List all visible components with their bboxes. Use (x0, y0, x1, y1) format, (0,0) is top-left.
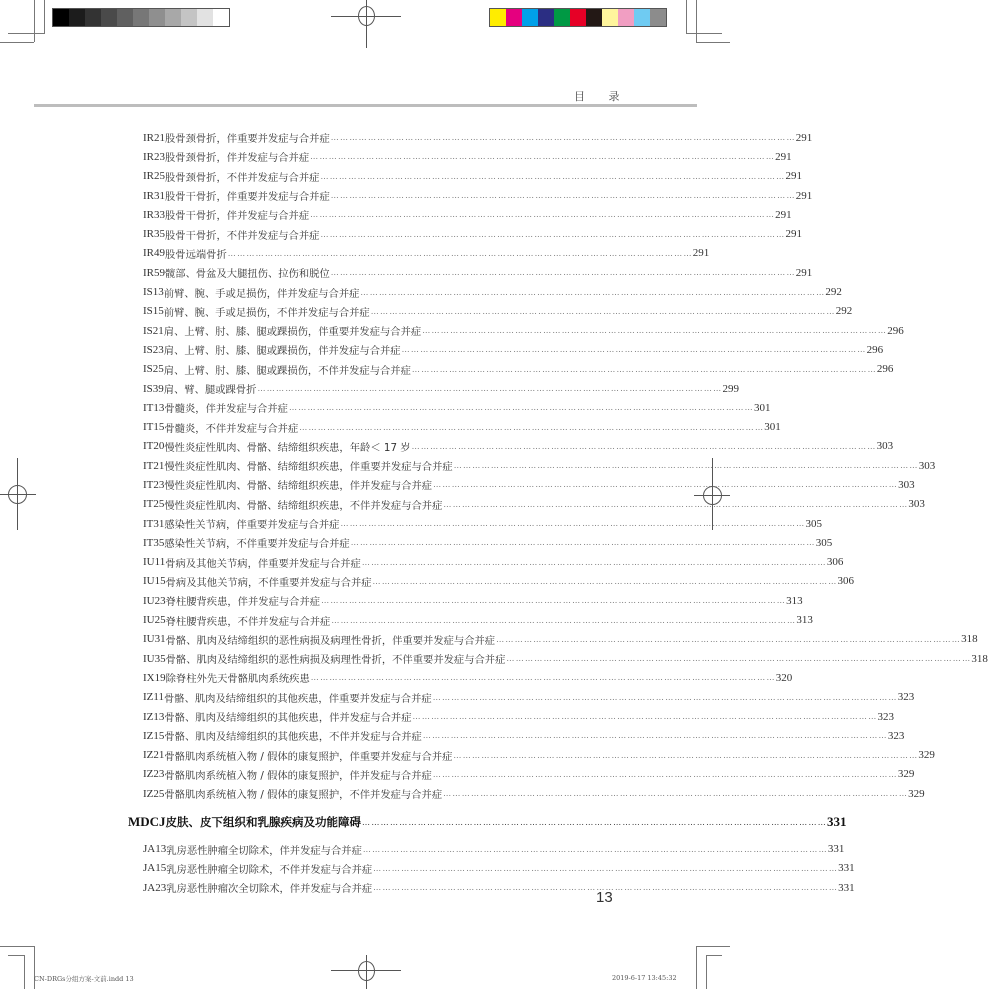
toc-entry-page: 291 (795, 266, 813, 279)
toc-entry-page: 306 (837, 575, 855, 588)
toc-entry[interactable] (110, 456, 936, 475)
toc-entry-code: JA13 (143, 843, 167, 856)
toc-entry-title (164, 323, 887, 338)
toc-entry[interactable] (110, 859, 855, 878)
toc-entry-title-text: 乳房恶性肿瘤全切除术，不伴并发症与合并症 (166, 863, 373, 876)
gray-swatch (213, 9, 229, 26)
crop-mark-bottom-right-h2 (706, 955, 722, 956)
toc-entry[interactable] (110, 630, 978, 649)
toc-entry-code: IS21 (143, 324, 164, 337)
toc-entry-page: 292 (835, 305, 853, 318)
toc-entry[interactable] (110, 224, 802, 243)
toc-entry-code: IS23 (143, 343, 164, 356)
toc-leader-dots: …………………………………………………………………………………………………………………………………… (373, 883, 839, 893)
toc-entry-title (166, 574, 838, 589)
print-slug-filename: CN-DRGs分组方案-文前.indd 13 (34, 975, 134, 983)
toc-leader-dots: …………………………………………………………………………………………………………………………………… (433, 480, 899, 490)
toc-entry[interactable] (110, 726, 905, 745)
toc-leader-dots: …………………………………………………………………………………………………………………………………… (411, 441, 877, 451)
toc-entry-code: IZ23 (143, 768, 165, 781)
toc-leader-dots: …………………………………………………………………………………………………………………………………… (330, 133, 796, 143)
toc-entry-page: 329 (918, 749, 935, 762)
toc-entry[interactable] (110, 282, 842, 301)
toc-entry-code: IT15 (143, 421, 165, 434)
toc-entry-title-text: 骨病及其他关节病，不伴重要并发症与合并症 (165, 576, 372, 589)
toc-entry-code: IR31 (143, 189, 165, 202)
toc-entry[interactable] (110, 649, 988, 668)
toc-leader-dots: …………………………………………………………………………………………………………………………………… (453, 461, 919, 471)
toc-entry-title-text: 慢性炎症性肌肉、骨骼、结缔组织疾患，伴并发症与合并症 (164, 480, 433, 493)
toc-entry-page: 323 (877, 710, 895, 723)
toc-entry-code: IT25 (143, 498, 165, 511)
toc-entry-code: IR33 (143, 208, 165, 221)
toc-entry-title (166, 632, 962, 647)
toc-leader-dots: …………………………………………………………………………………………………………………………………… (360, 287, 826, 297)
toc-entry[interactable] (110, 244, 710, 263)
toc-entry[interactable] (110, 688, 915, 707)
toc-entry-title-text: 除脊柱外先天骨骼肌肉系统疾患 (165, 673, 310, 686)
toc-entry-title (164, 439, 876, 454)
toc-entry-title-text: 慢性炎症性肌肉、骨骼、结缔组织疾患，伴重要并发症与合并症 (164, 461, 453, 474)
toc-entry-title (166, 814, 828, 830)
toc-entry-title (166, 613, 797, 628)
gray-swatch (165, 9, 181, 26)
crop-mark-bottom-right-v2 (706, 955, 707, 989)
toc-entry-title (164, 285, 826, 300)
toc-entry-page: 303 (908, 498, 925, 511)
crop-mark-bottom-left-h2 (8, 955, 24, 956)
toc-leader-dots: …………………………………………………………………………………………………………………………………… (288, 403, 754, 413)
color-swatch (490, 9, 506, 26)
toc-entry-title (164, 728, 887, 743)
toc-entry[interactable] (110, 610, 813, 629)
toc-entry-page: 291 (795, 131, 813, 144)
toc-entry-page: 313 (786, 594, 803, 607)
crop-mark-top-right-v (696, 0, 697, 42)
toc-entry-code: IR25 (143, 170, 165, 183)
toc-entry-page: 331 (838, 862, 855, 875)
toc-entry-page: 305 (815, 536, 833, 549)
toc-leader-dots: …………………………………………………………………………………………………………………………………… (310, 210, 776, 220)
toc-entry[interactable] (110, 839, 845, 858)
toc-leader-dots: …………………………………………………………………………………………………………………………………… (340, 519, 806, 529)
toc-entry[interactable] (110, 746, 935, 765)
toc-entry-code: IX19 (143, 671, 166, 684)
crop-mark-bottom-right-h (696, 946, 730, 947)
toc-entry-title-text: 肩、上臂、肘、膝、腿或踝损伤，伴重要并发症与合并症 (163, 326, 422, 339)
toc-entry[interactable] (110, 707, 895, 726)
toc-entry-page: 320 (775, 671, 793, 684)
crop-mark-top-left-v (34, 0, 35, 42)
toc-entry-title-text: 乳房恶性肿瘤次全切除术，伴并发症与合并症 (166, 883, 373, 896)
toc-entry-title-text: 慢性炎症性肌肉、骨骼、结缔组织疾患，年龄＜ 17 岁 (164, 441, 411, 454)
toc-entry-page: 323 (897, 691, 915, 704)
toc-entry-title (165, 169, 785, 184)
toc-entry-title (164, 767, 897, 782)
toc-entry-title-text: 前臂、腕、手或足损伤，不伴并发症与合并症 (163, 306, 370, 319)
toc-entry[interactable] (110, 784, 925, 803)
toc-leader-dots: …………………………………………………………………………………………………………………………………… (331, 615, 797, 625)
toc-entry-code: JA23 (143, 881, 167, 894)
color-swatch (602, 9, 618, 26)
toc-entry-title-text: 骨骼肌肉系统植入物 / 假体的康复照护，伴重要并发症与合并症 (164, 750, 453, 763)
toc-leader-dots: …………………………………………………………………………………………………………………………………… (257, 384, 723, 393)
toc-entry-title-text: 肩、上臂、肘、膝、腿或踝损伤，不伴并发症与合并症 (163, 364, 411, 377)
toc-entry-title (164, 420, 764, 435)
toc-entry-title (164, 362, 877, 377)
toc-entry[interactable] (110, 147, 792, 166)
toc-leader-dots: …………………………………………………………………………………………………………………………………… (373, 863, 839, 873)
toc-entry[interactable] (110, 417, 781, 436)
toc-entry-title-text: 髋部、骨盆及大腿扭伤、拉伤和脱位 (165, 268, 330, 281)
toc-entry-code: IT20 (143, 440, 165, 453)
toc-entry-page: 296 (887, 324, 904, 337)
page-number: 13 (596, 889, 613, 906)
toc-entry-code: IT21 (143, 459, 165, 472)
toc-entry-title (164, 497, 908, 512)
toc-leader-dots: …………………………………………………………………………………………………………………………………… (506, 654, 972, 664)
toc-entry[interactable] (110, 533, 833, 552)
toc-entry-title-text: 脊柱腰背疾患，不伴并发症与合并症 (165, 615, 331, 628)
toc-leader-dots: …………………………………………………………………………………………………………………………………… (299, 422, 765, 432)
toc-entry-title (164, 690, 898, 705)
color-swatch (522, 9, 538, 26)
toc-entry-code: IZ15 (143, 729, 165, 742)
toc-entry-page: 291 (795, 189, 813, 202)
toc-entry[interactable] (110, 186, 813, 205)
toc-entry-title-text: 脊柱腰背疾患，伴并发症与合并症 (165, 596, 321, 609)
toc-entry-title-text: 股骨干骨折，伴并发症与合并症 (165, 210, 310, 223)
toc-entry-page: 303 (898, 478, 915, 491)
toc-entry[interactable] (110, 340, 884, 359)
toc-entry-code: IS15 (143, 305, 164, 318)
toc-entry[interactable] (110, 398, 771, 417)
toc-entry[interactable] (110, 572, 855, 591)
toc-entry-code: IT35 (143, 536, 165, 549)
toc-leader-dots: …………………………………………………………………………………………………………………………………… (443, 789, 909, 799)
toc-leader-dots: …………………………………………………………………………………………………………………………………… (412, 712, 878, 722)
color-swatch (650, 9, 666, 26)
color-swatch (570, 9, 586, 26)
grayscale-color-bar (52, 8, 230, 27)
toc-entry-page: 303 (918, 459, 936, 472)
crop-mark-top-left-h2 (8, 33, 44, 34)
toc-leader-dots: …………………………………………………………………………………………………………………………………… (361, 557, 827, 567)
toc-entry-page: 318 (971, 652, 988, 665)
toc-entry-title-text: 骨骼、肌肉及结缔组织的其他疾患，不伴并发症与合并症 (164, 731, 422, 744)
toc-entry-page: 306 (826, 556, 844, 569)
toc-leader-dots: …………………………………………………………………………………………………………………………………… (321, 596, 787, 606)
toc-entry-page: 291 (692, 247, 710, 260)
toc-entry[interactable] (110, 765, 915, 784)
toc-entry-code: JA15 (143, 862, 167, 875)
toc-entry-title (166, 651, 972, 666)
gray-swatch (85, 9, 101, 26)
toc-entry-title-text: 股骨颈骨折，不伴并发症与合并症 (165, 171, 320, 184)
toc-entry[interactable] (110, 379, 739, 398)
toc-entry[interactable] (110, 553, 844, 572)
toc-entry-title-text: 股骨远端骨折 (165, 248, 227, 261)
gray-swatch (117, 9, 133, 26)
toc-entry-page: 291 (785, 170, 802, 183)
toc-entry-code: IU35 (143, 652, 166, 665)
toc-entry-title (166, 593, 786, 608)
toc-leader-dots: …………………………………………………………………………………………………………………………………… (422, 326, 888, 336)
gray-swatch (197, 9, 213, 26)
gray-swatch (101, 9, 117, 26)
color-swatch (618, 9, 634, 26)
process-color-bar (489, 8, 667, 27)
toc-entry-title-text: 骨骼、肌肉及结缔组织的恶性病损及病理性骨折，不伴重要并发症与合并症 (165, 654, 506, 667)
toc-entry-title (166, 842, 828, 857)
toc-entry-page: 331 (827, 814, 847, 830)
toc-leader-dots: …………………………………………………………………………………………………………………………………… (411, 364, 877, 374)
toc-entry-title-text: 前臂、腕、手或足损伤，伴并发症与合并症 (163, 287, 360, 300)
toc-entry-title-text: 骨骼、肌肉及结缔组织的恶性病损及病理性骨折，伴重要并发症与合并症 (165, 634, 496, 647)
toc-entry-code: IS13 (143, 286, 164, 299)
color-swatch (586, 9, 602, 26)
toc-entry-title-text: 股骨干骨折，不伴并发症与合并症 (165, 229, 320, 242)
toc-entry-page: 329 (897, 768, 915, 781)
toc-entry-title-text: 皮肤、皮下组织和乳腺疾病及功能障碍 (165, 815, 362, 830)
toc-entry-title-text: 乳房恶性肿瘤全切除术，伴并发症与合并症 (166, 844, 362, 857)
toc-entry[interactable] (110, 668, 793, 687)
toc-leader-dots: …………………………………………………………………………………………………………………………………… (496, 634, 962, 644)
toc-entry[interactable] (110, 437, 894, 456)
toc-entry-title (165, 188, 796, 203)
toc-entry-code: IT13 (143, 401, 165, 414)
toc-entry-code: IZ25 (143, 787, 165, 800)
toc-leader-dots: …………………………………………………………………………………………………………………………………… (362, 844, 828, 854)
toc-entry-title-text: 肩、臂、腿或踝骨折 (163, 384, 257, 396)
toc-entry[interactable] (110, 591, 803, 610)
toc-entry[interactable] (110, 302, 853, 321)
toc-entry-title-text: 骨髓炎，伴并发症与合并症 (164, 403, 288, 416)
toc-leader-dots: …………………………………………………………………………………………………………………………………… (330, 191, 796, 201)
toc-leader-dots: …………………………………………………………………………………………………………………………………… (320, 229, 786, 239)
toc-entry-code: IU25 (143, 614, 166, 627)
color-swatch (634, 9, 650, 26)
toc-entry-page: 296 (876, 363, 894, 376)
toc-entry-title (164, 748, 918, 763)
toc-entry-title (164, 709, 877, 724)
toc-entry-code: IZ11 (143, 691, 164, 704)
toc-entry-title (164, 381, 723, 396)
toc-entry-title-text: 骨骼、肌肉及结缔组织的其他疾患，伴重要并发症与合并症 (163, 692, 432, 705)
toc-entry-code: IR59 (143, 266, 165, 279)
gray-swatch (133, 9, 149, 26)
toc-entry-page: 323 (887, 729, 905, 742)
toc-entry[interactable] (110, 514, 822, 533)
crop-mark-top-left-v2 (44, 0, 45, 34)
crop-mark-top-right-h (696, 42, 730, 43)
toc-entry-code: IZ13 (143, 710, 165, 723)
toc-leader-dots: …………………………………………………………………………………………………………………………………… (422, 731, 888, 741)
crop-mark-bottom-left-v2 (24, 955, 25, 989)
running-header-title: 目 录 (574, 90, 630, 103)
crop-mark-bottom-left-h (0, 946, 34, 947)
color-swatch (554, 9, 570, 26)
print-slug-timestamp: 2019-6-17 13:45:32 (612, 974, 677, 982)
toc-entry-title (165, 555, 827, 570)
toc-entry-title-text: 股骨颈骨折，伴并发症与合并症 (165, 152, 310, 165)
toc-entry-page: 301 (764, 421, 781, 434)
toc-entry-title-text: 肩、上臂、肘、膝、腿或踝损伤，伴并发症与合并症 (163, 345, 401, 358)
toc-leader-dots: …………………………………………………………………………………………………………………………………… (370, 306, 836, 316)
toc-entry-title (165, 149, 775, 164)
toc-entry[interactable] (110, 263, 813, 282)
toc-leader-dots: …………………………………………………………………………………………………………………………………… (320, 171, 786, 181)
toc-entry-page: 331 (827, 843, 845, 856)
toc-leader-dots: …………………………………………………………………………………………………………………………………… (432, 692, 898, 702)
toc-entry-title (164, 477, 898, 492)
gray-swatch (69, 9, 85, 26)
crop-mark-top-right-h2 (686, 33, 722, 34)
toc-entry-code: IU11 (143, 556, 166, 569)
toc-leader-dots: …………………………………………………………………………………………………………………………………… (227, 248, 693, 258)
toc-entry-title (164, 516, 805, 531)
toc-leader-dots: …………………………………………………………………………………………………………………………………… (330, 268, 796, 278)
toc-entry-page: 296 (866, 343, 884, 356)
crop-mark-top-left-h (0, 42, 34, 43)
toc-entry-page: 305 (805, 517, 822, 530)
crop-mark-bottom-right-v (696, 946, 697, 989)
toc-entry-page: 313 (796, 614, 813, 627)
toc-leader-dots: …………………………………………………………………………………………………………………………………… (432, 769, 898, 779)
toc-entry-code: MDCJ (128, 814, 166, 830)
toc-entry-title (165, 207, 775, 222)
color-swatch (538, 9, 554, 26)
toc-entry-title-text: 骨病及其他关节病，伴重要并发症与合并症 (165, 557, 361, 570)
toc-entry-code: IR21 (143, 131, 165, 144)
registration-mark-left (0, 458, 36, 530)
toc-entry-page: 291 (775, 150, 792, 163)
toc-entry-title-text: 感染性关节病，伴重要并发症与合并症 (164, 519, 340, 532)
toc-leader-dots: …………………………………………………………………………………………………………………………………… (443, 499, 909, 509)
toc-entry[interactable] (110, 205, 792, 224)
toc-entry-title-text: 骨骼肌肉系统植入物 / 假体的康复照护，伴并发症与合并症 (164, 769, 432, 782)
toc-leader-dots: …………………………………………………………………………………………………………………………………… (453, 750, 919, 760)
toc-entry-title (165, 265, 796, 280)
toc-entry-page: 331 (838, 881, 855, 894)
toc-entry-code: IU31 (143, 633, 166, 646)
toc-entry[interactable] (110, 878, 855, 897)
toc-entry-page: 291 (775, 208, 792, 221)
toc-entry-code: IR49 (143, 247, 165, 260)
toc-entry-title (164, 458, 918, 473)
toc-entry-code: IS25 (143, 363, 164, 376)
toc-entry-code: IT23 (143, 478, 165, 491)
toc-entry-title-text: 骨髓炎，不伴并发症与合并症 (164, 422, 299, 435)
toc-entry[interactable] (110, 128, 813, 147)
toc-entry-title (164, 786, 908, 801)
toc-leader-dots: …………………………………………………………………………………………………………………………………… (310, 152, 776, 162)
toc-entry-code: IU23 (143, 594, 166, 607)
toc-section-heading[interactable] (110, 807, 847, 837)
toc-entry-title-text: 骨骼肌肉系统植入物 / 假体的康复照护，不伴并发症与合并症 (164, 789, 443, 802)
toc-entry-page: 291 (785, 228, 802, 241)
toc-entry[interactable] (110, 495, 925, 514)
toc-leader-dots: …………………………………………………………………………………………………………………………………… (372, 576, 838, 586)
gray-swatch (181, 9, 197, 26)
toc-entry-title (165, 246, 693, 261)
toc-entry[interactable] (110, 475, 915, 494)
toc-entry-title (164, 400, 754, 415)
toc-entry-title (164, 535, 815, 550)
gray-swatch (149, 9, 165, 26)
toc-entry-page: 329 (908, 787, 925, 800)
toc-entry-title (166, 861, 838, 876)
toc-entry-code: IZ21 (143, 749, 165, 762)
header-rule (34, 104, 697, 107)
toc-entry-page: 303 (876, 440, 894, 453)
toc-entry-title-text: 骨骼、肌肉及结缔组织的其他疾患，伴并发症与合并症 (164, 712, 412, 725)
toc-entry-title-text: 慢性炎症性肌肉、骨骼、结缔组织疾患，不伴并发症与合并症 (164, 499, 443, 512)
toc-entry-code: IR23 (143, 150, 165, 163)
toc-entry[interactable] (110, 167, 802, 186)
toc-entry-page: 318 (961, 633, 978, 646)
toc-entry-title (165, 130, 796, 145)
toc-entry-title (164, 304, 836, 319)
toc-entry-title (165, 227, 785, 242)
toc-entry-title (166, 670, 776, 685)
toc-entry[interactable] (110, 360, 894, 379)
toc-entry-title (166, 880, 838, 895)
toc-leader-dots: …………………………………………………………………………………………………………………………………… (350, 538, 816, 548)
toc-leader-dots: …………………………………………………………………………………………………………………………………… (362, 817, 828, 827)
gray-swatch (53, 9, 69, 26)
toc-entry-code: IT31 (143, 517, 165, 530)
toc-entry-title-text: 股骨干骨折，伴重要并发症与合并症 (165, 191, 330, 204)
toc-entry-title-text: 感染性关节病，不伴重要并发症与合并症 (164, 538, 350, 551)
crop-mark-top-right-v2 (686, 0, 687, 34)
color-swatch (506, 9, 522, 26)
registration-mark-bottom (331, 955, 401, 989)
toc-leader-dots: …………………………………………………………………………………………………………………………………… (310, 673, 776, 683)
toc-entry-title (164, 342, 867, 357)
toc-entry-code: IS39 (143, 382, 164, 395)
toc-entry-page: 299 (722, 382, 739, 395)
toc-entry[interactable] (110, 321, 904, 340)
registration-mark-top (331, 0, 401, 48)
toc-entry-page: 292 (825, 286, 842, 299)
toc-entry-page: 301 (753, 401, 771, 414)
table-of-contents (110, 128, 988, 897)
toc-entry-code: IR35 (143, 228, 165, 241)
toc-entry-code: IU15 (143, 575, 166, 588)
toc-leader-dots: …………………………………………………………………………………………………………………………………… (401, 345, 867, 355)
toc-entry-title-text: 股骨颈骨折，伴重要并发症与合并症 (165, 133, 330, 146)
